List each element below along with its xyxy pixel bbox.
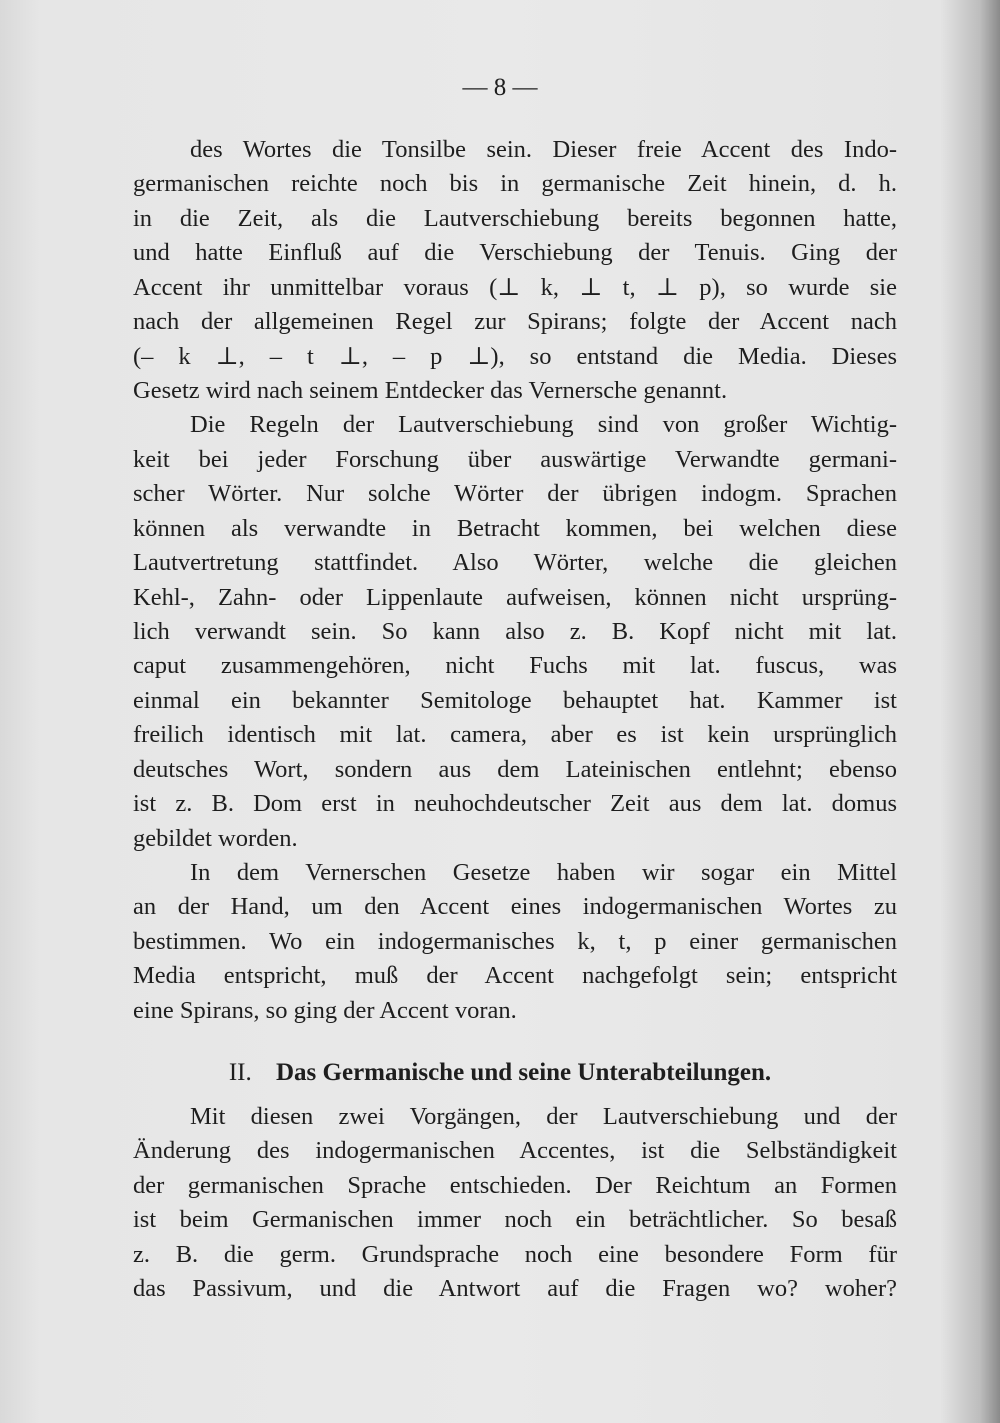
page-number: — 8 — xyxy=(462,74,538,101)
text-line: einmal ein bekannter Semitologe behauptet hat. Kammer ist xyxy=(133,686,897,714)
text-line: caput zusammengehören, nicht Fuchs mit lat. fuscus, was xyxy=(133,652,897,680)
text-line: scher Wörter. Nur solche Wörter der übrigen indogm. Sprachen xyxy=(133,480,897,508)
text-line: lich verwandt sein. So kann also z. B. Kopf nicht mit lat. xyxy=(133,618,897,646)
text-line: Kehl-, Zahn- oder Lippenlaute aufweisen, können nicht ursprüng- xyxy=(133,583,897,611)
text-line: keit bei jeder Forschung über auswärtige Verwandte germani- xyxy=(133,445,897,473)
text-line: an der Hand, um den Accent eines indogermanischen Wortes zu xyxy=(133,893,897,921)
text-line: Mit diesen zwei Vorgängen, der Lautverschiebung und der xyxy=(190,1103,897,1130)
text-line: (– k ⊥, – t ⊥, – p ⊥), so entstand die Media. Dieses xyxy=(133,342,897,370)
text-line: z. B. die germ. Grundsprache noch eine besondere Form für xyxy=(133,1240,897,1268)
text-line: und hatte Einfluß auf die Verschiebung der Tenuis. Ging der xyxy=(133,239,897,267)
text-line: Änderung des indogermanischen Accentes, ist die Selbständigkeit xyxy=(133,1137,897,1165)
text-line: eine Spirans, so ging der Accent voran. xyxy=(133,996,517,1024)
text-line: das Passivum, und die Antwort auf die Fragen wo? woher? xyxy=(133,1275,897,1302)
text-line: der germanischen Sprache entschieden. Der Reichtum an Formen xyxy=(133,1171,897,1199)
text-line: des Wortes die Tonsilbe sein. Dieser freie Accent des Indo- xyxy=(190,136,897,163)
text-line: ist z. B. Dom erst in neuhochdeutscher Zeit aus dem lat. domus xyxy=(133,790,897,818)
section-title: Das Germanische und seine Unterabteilungen. xyxy=(276,1059,772,1086)
text-line: können als verwandte in Betracht kommen, bei welchen diese xyxy=(133,514,897,542)
text-line: Die Regeln der Lautverschiebung sind von großer Wichtig- xyxy=(190,411,897,439)
text-line: in die Zeit, als die Lautverschiebung bereits begonnen hatte, xyxy=(133,204,897,232)
text-line: freilich identisch mit lat. camera, aber es ist kein ursprünglich xyxy=(133,721,897,749)
section-number: II. xyxy=(228,1059,252,1086)
text-line: Gesetz wird nach seinem Entdecker das Vernersche genannt. xyxy=(133,377,728,404)
text-line: Accent ihr unmittelbar voraus (⊥ k, ⊥ t, ⊥ p), so wurde sie xyxy=(133,273,897,301)
text-line: deutsches Wort, sondern aus dem Lateinischen entlehnt; ebenso xyxy=(133,755,897,783)
text-line: ist beim Germanischen immer noch ein beträchtlicher. So besaß xyxy=(133,1206,897,1234)
text-line: nach der allgemeinen Regel zur Spirans; folgte der Accent nach xyxy=(133,308,897,336)
text-line: gebildet worden. xyxy=(133,824,298,852)
text-line: Media entspricht, muß der Accent nachgefolgt sein; entspricht xyxy=(133,962,897,990)
text-line: bestimmen. Wo ein indogermanisches k, t, p einer germanischen xyxy=(133,927,897,955)
text-line: germanischen reichte noch bis in germanische Zeit hinein, d. h. xyxy=(133,170,897,198)
text-line: In dem Vernerschen Gesetze haben wir sogar ein Mittel xyxy=(190,859,897,887)
text-line: Lautvertretung stattfindet. Also Wörter, welche die gleichen xyxy=(133,549,897,577)
section-heading xyxy=(0,1056,1000,1090)
